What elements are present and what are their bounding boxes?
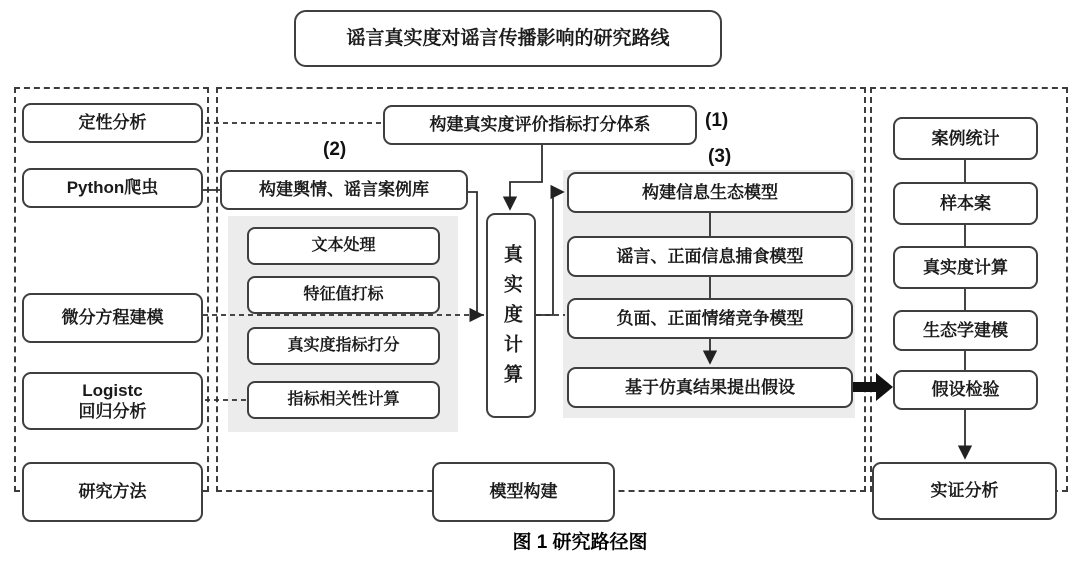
node-label: 真实度计算: [923, 257, 1008, 277]
node-ecology-modeling: [893, 310, 1038, 351]
diagram-title-box: [294, 10, 722, 67]
node-label: 真实度指标打分: [287, 337, 400, 354]
node-label: 样本案: [940, 193, 991, 213]
node-label: 指标相关性计算: [287, 391, 400, 408]
node-label: 构建真实度评价指标打分体系: [429, 115, 651, 135]
node-label: 研究方法: [78, 482, 147, 502]
node-empirical-analysis: [872, 462, 1057, 520]
diagram-title: 谣言真实度对谣言传播影响的研究路线: [346, 27, 670, 49]
node-label: 实证分析: [930, 481, 999, 501]
node-qualitative-analysis: [22, 103, 203, 143]
left-methods-group: [14, 87, 209, 492]
step-label-3: (3): [708, 146, 732, 167]
step-label-2: (2): [323, 139, 347, 160]
node-feature-tagging: [247, 276, 440, 314]
node-label: 构建信息生态模型: [642, 182, 778, 202]
node-predation-model: [567, 236, 853, 277]
node-hypothesis-test: [893, 370, 1038, 410]
node-label: 真实度计算: [500, 243, 522, 394]
node-label: 微分方程建模: [61, 308, 164, 328]
figure-caption: 图 1 研究路径图: [512, 532, 648, 553]
node-sample-cases: [893, 182, 1038, 225]
node-label: 文本处理: [311, 237, 376, 254]
node-authenticity-calc-right: [893, 246, 1038, 289]
node-label: 定性分析: [78, 113, 147, 133]
node-case-library: [220, 170, 468, 210]
node-differential-modeling: [22, 293, 203, 343]
node-label: 谣言、正面信息捕食模型: [616, 246, 804, 266]
node-label: Python爬虫: [66, 178, 159, 198]
node-info-ecology-model: [567, 172, 853, 213]
node-research-method: [22, 462, 203, 522]
node-label: 负面、正面情绪竞争模型: [616, 308, 804, 328]
node-label: 特征值打标: [303, 286, 384, 303]
node-python-crawler: [22, 168, 203, 208]
node-text-processing: [247, 227, 440, 265]
logistic-line1: Logistc: [82, 380, 143, 400]
node-label: 基于仿真结果提出假设: [625, 377, 795, 397]
node-label: 构建舆情、谣言案例库: [259, 180, 429, 200]
node-label: 案例统计: [931, 128, 1000, 148]
node-logistic-regression: [22, 372, 203, 430]
node-authenticity-scoring: [247, 327, 440, 365]
node-label: [79, 380, 147, 423]
node-authenticity-calculation: [486, 213, 536, 418]
node-case-statistics: [893, 117, 1038, 160]
node-scoring-system: [383, 105, 697, 145]
node-label: 假设检验: [931, 380, 1000, 400]
node-emotion-competition-model: [567, 298, 853, 339]
node-label: 生态学建模: [923, 320, 1008, 340]
logistic-line2: 回归分析: [78, 402, 147, 421]
node-simulation-hypothesis: [567, 367, 853, 408]
node-index-correlation: [247, 381, 440, 419]
node-model-building: [432, 462, 615, 522]
step-label-1: (1): [705, 110, 729, 131]
node-label: 模型构建: [489, 482, 558, 502]
